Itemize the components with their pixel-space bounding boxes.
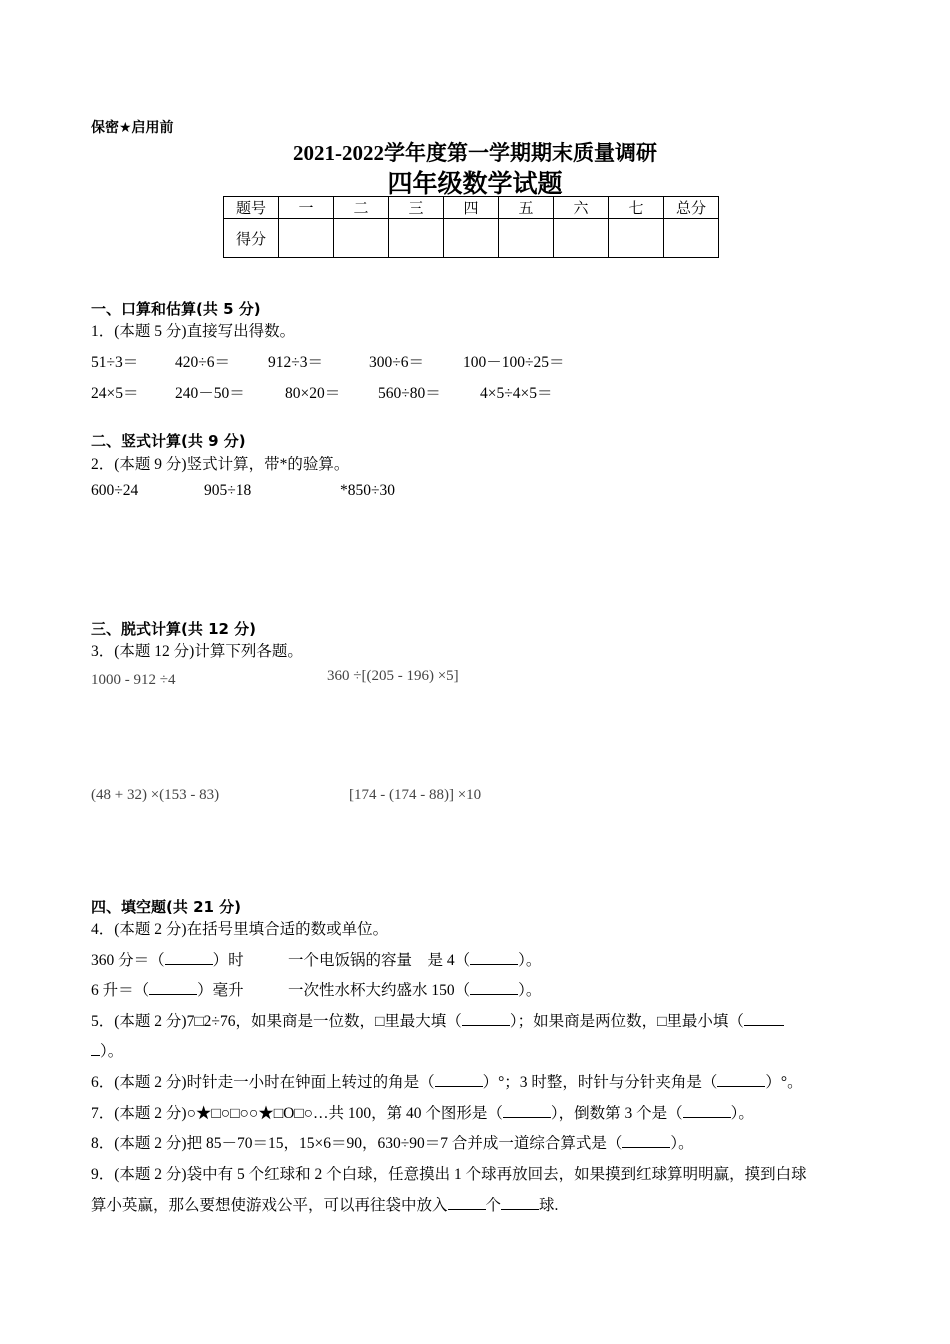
answer-blank[interactable]: [501, 1195, 539, 1210]
section2-heading: 二、竖式计算(共 9 分): [91, 432, 246, 450]
question-3: 3．(本题 12 分)计算下列各题。: [91, 643, 303, 660]
score-table-header-cell: 四: [444, 197, 499, 219]
question-9-continued: 算小英赢，那么要想使游戏公平，可以再往袋中放入 个 球.: [91, 1197, 559, 1214]
section4-heading: 四、填空题(共 21 分): [91, 898, 242, 916]
oral-calc-item: 24×5＝: [91, 385, 139, 402]
answer-blank[interactable]: [744, 1011, 784, 1026]
question-4-line-2a: 6 升＝（ ）毫升: [91, 982, 244, 999]
score-table-header-cell: 二: [334, 197, 389, 219]
section1-heading: 一、口算和估算(共 5 分): [91, 300, 261, 318]
question-4-line-1b: 一个电饭锅的容量 是 4（ ）。: [288, 952, 542, 969]
oral-calc-item: 300÷6＝: [369, 354, 425, 371]
stepwise-calc-item: 360 ÷[(205 - 196) ×5]: [327, 668, 459, 684]
oral-calc-item: 80×20＝: [285, 385, 341, 402]
oral-calc-item: 51÷3＝: [91, 354, 139, 371]
vertical-calc-item: 600÷24: [91, 482, 139, 499]
score-table-header-cell: 一: [279, 197, 334, 219]
score-table-header-cell: 总分: [664, 197, 719, 219]
score-cell[interactable]: [444, 219, 499, 258]
oral-calc-item: 912÷3＝: [268, 354, 324, 371]
score-cell[interactable]: [279, 219, 334, 258]
score-cell[interactable]: [664, 219, 719, 258]
question-5-continued: ）。: [91, 1039, 123, 1061]
score-cell[interactable]: [609, 219, 664, 258]
answer-blank[interactable]: [470, 950, 518, 965]
question-4: 4．(本题 2 分)在括号里填合适的数或单位。: [91, 921, 389, 938]
question-6: 6．(本题 2 分)时针走一小时在钟面上转过的角是（ ）°；3 时整，时针与分针夹角是（ ）°。: [91, 1074, 803, 1091]
answer-blank[interactable]: [503, 1103, 551, 1118]
question-4-line-2b: 一次性水杯大约盛水 150（ ）。: [288, 982, 542, 999]
score-cell[interactable]: [499, 219, 554, 258]
confidential-label: 保密★启用前: [91, 120, 174, 136]
score-table-header-row: [224, 197, 719, 219]
oral-calc-item: 4×5÷4×5＝: [480, 385, 553, 402]
stepwise-calc-item: [174 - (174 - 88)] ×10: [349, 787, 482, 803]
oral-calc-item: 560÷80＝: [378, 385, 441, 402]
vertical-calc-item: 905÷18: [204, 482, 252, 499]
exam-title: 2021-2022学年度第一学期期末质量调研: [293, 141, 657, 165]
answer-blank[interactable]: [462, 1011, 510, 1026]
answer-blank[interactable]: [683, 1103, 731, 1118]
answer-blank[interactable]: [91, 1041, 100, 1056]
score-table-header-cell: 六: [554, 197, 609, 219]
stepwise-calc-item: (48 + 32) ×(153 - 83): [91, 787, 220, 803]
question-8: 8．(本题 2 分)把 85－70＝15，15×6＝90，630÷90＝7 合并成一道综合算式是（ ）。: [91, 1135, 694, 1152]
answer-blank[interactable]: [622, 1133, 670, 1148]
vertical-calc-item: *850÷30: [340, 482, 396, 499]
score-cell[interactable]: [554, 219, 609, 258]
answer-blank[interactable]: [165, 950, 213, 965]
question-2: 2．(本题 9 分)竖式计算，带*的验算。: [91, 456, 350, 473]
answer-blank[interactable]: [149, 980, 197, 995]
score-table-header-cell: 七: [609, 197, 664, 219]
stepwise-calc-item: 1000 - 912 ÷4: [91, 672, 176, 688]
oral-calc-item: 240－50＝: [175, 385, 245, 402]
score-table-score-row: [224, 219, 719, 258]
score-table-header-cell: 题号: [224, 197, 279, 219]
score-cell[interactable]: [334, 219, 389, 258]
answer-blank[interactable]: [435, 1072, 483, 1087]
score-cell[interactable]: [389, 219, 444, 258]
question-5: 5．(本题 2 分)7□2÷76，如果商是一位数，□里最大填（ ）；如果商是两位数，□里最小填（: [91, 1009, 784, 1031]
answer-blank[interactable]: [717, 1072, 765, 1087]
score-table: [223, 196, 719, 258]
answer-blank[interactable]: [448, 1195, 486, 1210]
question-1: 1．(本题 5 分)直接写出得数。: [91, 323, 296, 340]
oral-calc-item: 100－100÷25＝: [463, 354, 565, 371]
exam-subtitle: 四年级数学试题: [387, 169, 563, 198]
score-table-header-cell: 五: [499, 197, 554, 219]
question-9: 9．(本题 2 分)袋中有 5 个红球和 2 个白球，任意摸出 1 个球再放回去，如果摸到红球算明明赢，摸到白球: [91, 1166, 807, 1183]
score-label: 得分: [224, 219, 279, 258]
score-table-header-cell: 三: [389, 197, 444, 219]
question-7: 7．(本题 2 分)○★□○□○○★□О□○…共 100，第 40 个图形是（ ），倒数第 3 个是（ ）。: [91, 1105, 754, 1122]
section3-heading: 三、脱式计算(共 12 分): [91, 620, 257, 638]
question-4-line-1a: 360 分＝（ ）时: [91, 952, 244, 969]
answer-blank[interactable]: [470, 980, 518, 995]
oral-calc-item: 420÷6＝: [175, 354, 231, 371]
